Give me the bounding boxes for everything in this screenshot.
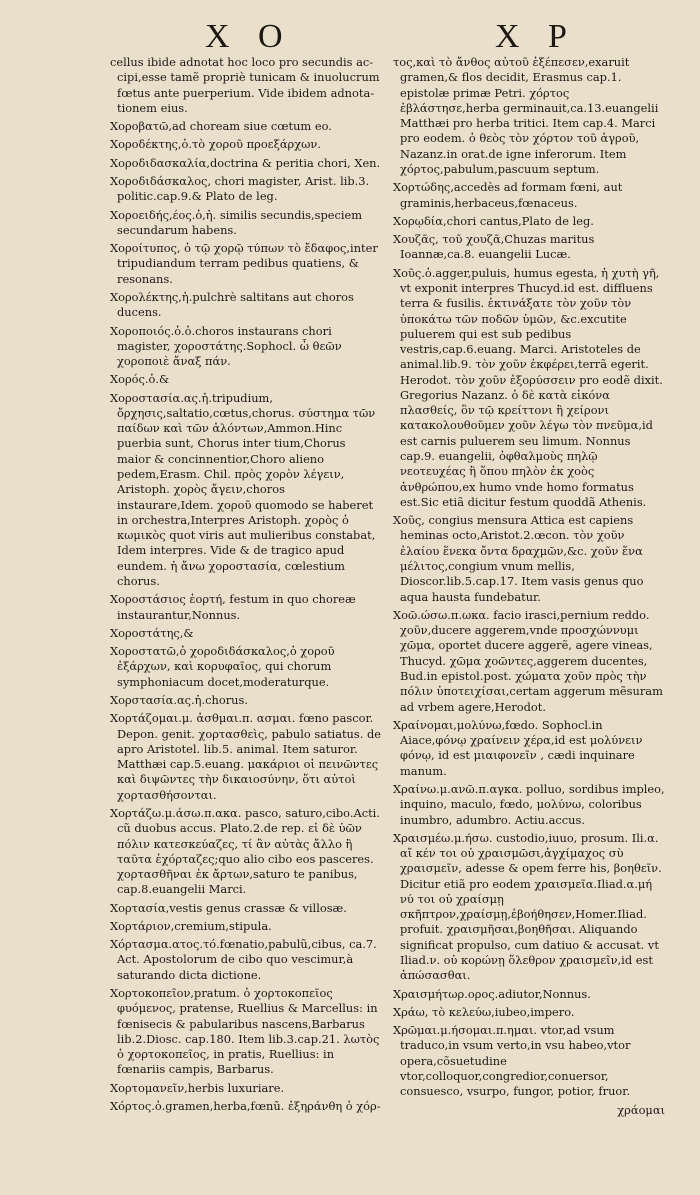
dictionary-entry: Χορτάζω.μ.άσω.π.ακα. pasco, saturo,cibo.Acti. cũ duobus accus. Plato.2.de rep. εἰ δὲ ὑῶν πόλιν κατεσκεύαζες, τί ἂν αὐτὰς ἄλλο ἢ ταῦτα ἐχόρταζες;quo alio cibo eos pasceres. χορτασθῆναι ἐκ ἄρτων,saturo te panibus, cap.8.euangelii Marci. (110, 805, 380, 897)
left-column (110, 55, 382, 1117)
dictionary-entry: Χοροστασία.ας.ἡ.tripudium, ὄρχησις,saltatio,cœtus,chorus. σύστημα τῶν παίδων καὶ τῶν ἀλόντων,Ammon.Hinc puerbia sunt, Chorus inter tium,Chorus maior & concinnentior,Choro alieno pedem,Erasm. Chil. πρὸς χορὸν λέγειν, Aristoph. χορὸς ἄγειν,choros instaurare,Idem. χοροῦ quomodo se haberet in orchestra,Interpres Aristoph. χορὸς ὁ κωμικὸς quot viris aut mulieribus constabat, Idem interpres. Vide & de tragico apud eundem. ἡ ἄνω χοροστασία, cœlestium chorus. (110, 390, 376, 588)
dictionary-entry: Χορός.ὁ.& (110, 372, 170, 387)
catchword: χράομαι (617, 1102, 665, 1117)
dictionary-entry: Χράω, τὸ κελεύω,iubeo,impero. (393, 1004, 575, 1019)
dictionary-entry: Χορτοκοπεῖον,pratum. ὁ χορτοκοπεῖος φυόμενος, pratense, Ruellius & Marcellus: in fœnisecis & pabularibus nascens,Barbarus lib.2.Diosc. cap.180. Item lib.3.cap.21. λωτὸς ὁ χορτοκοπεῖος, in pratis, Ruellius: in fœnariis campis, Barbarus. (110, 986, 380, 1077)
dictionary-entry: Χορστασία.ας.ἡ.chorus. (110, 692, 248, 707)
dictionary-entry: Χοροστατῶ,ὁ χοροδιδάσκαλος,ὁ χοροῦ ἐξάρχων, καὶ κορυφαῖος, qui chorum symphoniacum docet,moderaturque. (110, 644, 335, 689)
dictionary-entry: Χορῳδία,chori cantus,Plato de leg. (393, 213, 594, 228)
dictionary-entry: Χοροστάσιος ἑορτή, festum in quo choreæ instaurantur,Nonnus. (110, 592, 356, 622)
dictionary-entry: Χορτασία,vestis genus crassæ & villosæ. (110, 900, 347, 915)
dictionary-entry: Χοῶ.ώσω.π.ωκα. facio irasci,pernium reddo. χοῦν,ducere aggerem,vnde προσχώννυμι χῶμα, oportet ducere aggerẽ, agere vineas, Thucyd. χῶμα χοῶντες,aggerem ducentes, Bud.in epistol.post. χώματα χοῦν πρὸς τὴν πόλιν ὑποτειχίσαι,certam aggerum mẽsuram ad vrbem agere,Herodot. (393, 607, 663, 714)
dictionary-entry: Χόρτος.ὁ.gramen,herba,fœnũ. ἐξηράνθη ὁ χόρ- (110, 1099, 381, 1113)
dictionary-entry: Χοῦς.ὁ.agger,puluis, humus egesta, ἡ χυτὴ γῆ, vt exponit interpres Thucyd.id est. diffluens terra & fusilis. ἐκτινάξατε τὸν χοῦν τὸν ὑποκάτω τῶν ποδῶν ὑμῶν, &c.excutite puluerem qui est sub pedibus vestris,cap.6.euang. Marci. Aristoteles de animal.lib.9. τὸν χοῦν ἐκφέρει,terrã egerit. Herodot. τὸν χοῦν ἐξορύσσειν pro eodẽ dixit. Gregorius Nazanz. ὁ δὲ κατὰ εἰκόνα πλασθείς, ὃν τῷ κρείττονι ἢ χείρονι κατακολουθοῦμεν χοῦν λέγω τὸν πνεῦμα,id est carnis puluerem seu limum. Nonnus cap.9. euangelii, ὀφθαλμοὺς πηλῷ νεοτευχέας ἢ ὅπου πηλὸν ἐκ χοὸς ἀνθρώπου,ex humo vnde homo formatus est.Sic etiã dicitur festum quoddã Athenis. (393, 265, 663, 509)
dictionary-entry: cellus ibide adnotat hoc loco pro secundis ac-cipi,esse tamẽ propriè tunicam & inuolucrum fœtus ante puerperium. Vide ibidem adnota-tionem eius. (110, 55, 380, 115)
dictionary-entry: Χοροίτυπος, ὁ τῷ χορῷ τύπων τὸ ἔδαφος,inter tripudiandum terram pedibus quatiens, & resonans. (110, 241, 378, 286)
dictionary-entry: Χορτάριον,cremium,stipula. (110, 918, 272, 933)
dictionary-entry: τος,καὶ τὸ ἄνθος αὐτοῦ ἐξέπεσεν,exaruit gramen,& flos decidit, Erasmus cap.1. epistolæ primæ Petri. χόρτος ἐβλάστησε,herba germinauit,ca.13.euangelii Matthæi pro herba tritici. Item cap.4. Marci pro eodem. ὁ θεὸς τὸν χόρτον τοῦ ἀγροῦ, Nazanz.in orat.de igne inferorum. Item χόρτος,pabulum,pascuum septum. (393, 55, 659, 176)
dictionary-entry: Χραίνω.μ.ανῶ.π.αγκα. polluo, sordibus impleo, inquino, maculo, fœdo, μολύνω, coloribus inumbro, adumbro. Actiu.accus. (393, 781, 665, 827)
dictionary-entry: Χορτάζομαι.μ. ἀσθμαι.π. ασμαι. fœno pascor. Depon. genit. χορτασθεὶς, pabulo satiatus. de apro Aristotel. lib.5. animal. Item saturor. Matthæi cap.5.euang. μακάριοι οἱ πεινῶντες καὶ διψῶντες τὴν δικαιοσύνην, ὅτι αὐτοὶ χορτασθήσονται. (110, 711, 382, 802)
dictionary-entry: Χόρτασμα.ατος.τό.fœnatio,pabulũ,cibus, ca.7. Act. Apostolorum de cibo quo vescimur,à saturando dicta dictione. (110, 937, 377, 982)
dictionary-entry: Χοροειδής,έος.ὁ,ἡ. similis secundis,speciem secundarum habens. (110, 207, 363, 237)
dictionary-entry: Χοροδιδάσκαλος, chori magister, Arist. lib.3. politic.cap.9.& Plato de leg. (110, 173, 370, 204)
right-column (393, 55, 665, 1118)
dictionary-entry: Χοροδιδασκαλία,doctrina & peritia chori, Xen. (110, 155, 381, 170)
dictionary-entry: Χραίνομαι,μολύνω,fœdo. Sophocl.in Aiace,φόνῳ χραίνειν χέρα,id est μολύνειν φόνῳ, id est μιαιφονεῖν , cædi inquinare manum. (393, 717, 643, 778)
dictionary-entry: Χορολέκτης,ἡ.pulchrè saltitans aut choros ducens. (110, 289, 354, 320)
dictionary-entry: Χοροποιός.ὁ.ὁ.choros instaurans chori magister, χοροστάτης.Sophocl. ὦ θεῶν χοροποιὲ ἄναξ πάν. (110, 323, 342, 369)
dictionary-entry: Χρῶμαι.μ.ήσομαι.π.ημαι. vtor,ad vsum traduco,in vsum verto,in vsu habeo,vtor opera,cõsuetudine vtor,colloquor,congredior,conuersor, consuesco, vsurpo, fungor, potior, fruor. (393, 1023, 631, 1099)
dictionary-entry: Χραισμέω.μ.ήσω. custodio,iuuo, prosum. Ili.α. αἴ κέν τοι οὐ χραισμῶσι,ἀγχίμαχος σὺ χραισμεῖν, adesse & opem ferre his, βοηθεῖν. Dicitur etiã pro eodem χραισμεῖα.Iliad.α.μή νύ τοι οὐ χραίσμῃ σκῆπτρον,χραίσμῃ,ἐβοήθησεν,Homer.Iliad. profuit. χραισμῆσαι,βοηθῆσαι. Aliquando significat propulso, cum datiuo & accusat. vt Iliad.ν. οὐ κορώνῃ ὅλεθρον χραισμεῖν,id est ἀπώσασθαι. (393, 830, 662, 983)
running-head-left: X O (205, 18, 293, 55)
dictionary-entry: Χουζᾶς, τοῦ χουζᾶ,Chuzas maritus Ioannæ,ca.8. euangelii Lucæ. (393, 232, 595, 262)
dictionary-entry: Χοῦς, congius mensura Attica est capiens heminas octo,Aristot.2.œcon. τὸν χοῦν ἐλαίου ἕνεκα ὄντα δραχμῶν,&c. χοῦν ἕνα μέλιτος,congium vnum mellis, Dioscor.lib.5.cap.17. Item vasis genus quo aqua hausta fundebatur. (393, 513, 644, 604)
dictionary-entry: Χοροστάτης,& (110, 625, 194, 640)
dictionary-entry: Χοροβατῶ,ad choream siue cœtum eo. (110, 119, 332, 134)
running-head-right: X P (495, 18, 577, 55)
dictionary-entry: Χορτώδης,accedès ad formam fœni, aut graminis,herbaceus,fœnaceus. (393, 180, 623, 210)
dictionary-entry: Χορτομανεῖν,herbis luxuriare. (110, 1080, 285, 1095)
dictionary-entry: Χραισμήτωρ.ορος.adiutor,Nonnus. (393, 986, 591, 1001)
dictionary-entry: Χοροδέκτης,ὁ.τὸ χοροῦ προεξάρχων. (110, 137, 321, 152)
